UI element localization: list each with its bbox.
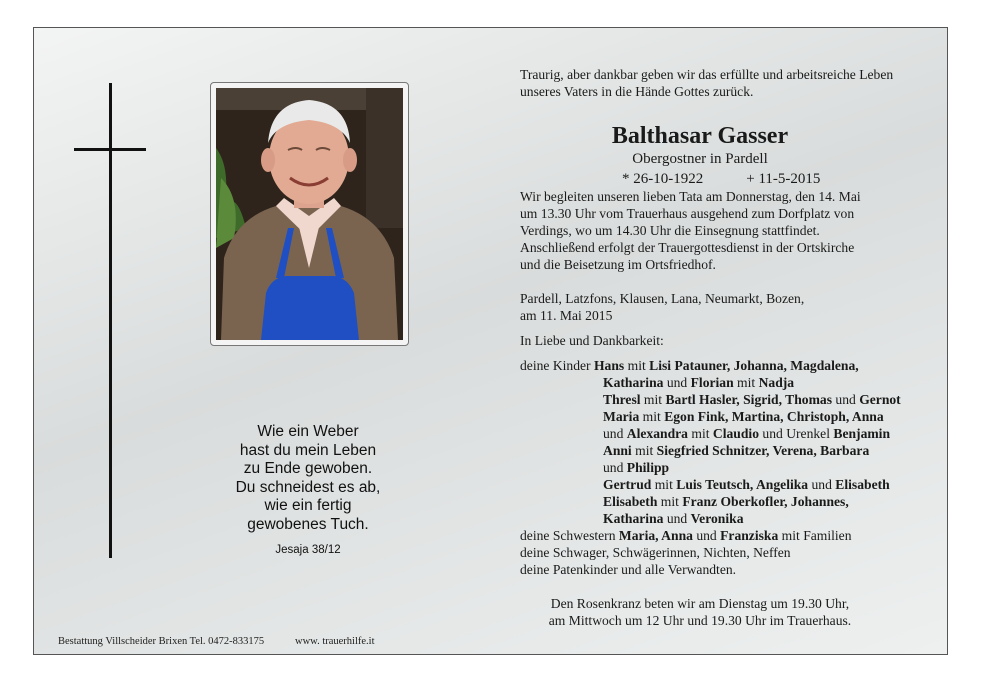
child-line: und Alexandra mit Claudio und Urenkel Benjamin — [603, 426, 891, 441]
intro-line: Traurig, aber dankbar geben wir das erfüllte und arbeitsreiche Leben — [520, 67, 894, 82]
child-line: Katharina und Florian mit Nadja — [603, 375, 795, 390]
intro-line: unseres Vaters in die Hände Gottes zurück. — [520, 84, 754, 99]
cross-icon — [109, 83, 112, 558]
rosary-info — [520, 595, 880, 629]
child-line: deine Kinder Hans mit Lisi Patauner, Johanna, Magdalena, — [520, 358, 859, 373]
gratitude-line: In Liebe und Dankbarkeit: — [520, 333, 664, 348]
funeral-line: Verdings, wo um 14.30 Uhr die Einsegnung stattfindet. — [520, 223, 820, 238]
portrait-illustration — [216, 88, 403, 340]
website-link[interactable]: www. trauerhilfe.it — [295, 636, 375, 647]
obituary-text — [520, 66, 940, 629]
funeral-line: und die Beisetzung im Ortsfriedhof. — [520, 257, 716, 272]
child-line: Elisabeth mit Franz Oberkofler, Johannes, — [603, 494, 849, 509]
child-line: Gertrud mit Luis Teutsch, Angelika und Elisabeth — [603, 477, 890, 492]
poem-line: zu Ende gewoben. — [243, 460, 373, 477]
funeral-details — [520, 188, 940, 273]
places-line: am 11. Mai 2015 — [520, 308, 613, 323]
child-line: und Philipp — [603, 460, 670, 475]
child-line: Thresl mit Bartl Hasler, Sigrid, Thomas und Gernot — [603, 392, 901, 407]
poem-line: hast du mein Leben — [239, 441, 377, 459]
funeral-line: Anschließend erfolgt der Trauergottesdienst in der Ortskirche — [520, 240, 855, 255]
intro-text — [520, 66, 940, 100]
deceased-name: Balthasar Gasser — [611, 123, 789, 149]
poem-line: Du schneidest es ab, — [235, 478, 381, 496]
relatives-line: deine Schwestern Maria, Anna und Franziska mit Familien — [520, 528, 852, 543]
poem-line: wie ein fertig — [264, 497, 352, 514]
life-dates — [520, 170, 940, 188]
places-line: Pardell, Latzfons, Klausen, Lana, Neumarkt, Bozen, — [520, 291, 805, 306]
funeral-line: Wir begleiten unseren lieben Tata am Donnerstag, den 14. Mai — [520, 189, 861, 204]
deceased-subtitle: Obergostner in Pardell — [632, 151, 768, 167]
child-line: Katharina und Veronika — [603, 511, 744, 526]
funeral-line: um 13.30 Uhr vom Trauerhaus ausgehend zum Dorfplatz von — [520, 206, 855, 221]
poem-line: gewobenes Tuch. — [247, 515, 369, 533]
relatives-list — [520, 527, 940, 578]
rosary-line: am Mittwoch um 12 Uhr und 19.30 Uhr im Trauerhaus. — [548, 613, 852, 628]
places-and-date — [520, 290, 940, 324]
relatives-line: deine Schwager, Schwägerinnen, Nichten, Neffen — [520, 545, 791, 560]
portrait-frame — [210, 82, 409, 346]
cross-icon-bar — [74, 148, 146, 151]
rosary-line: Den Rosenkranz beten wir am Dienstag um 19.30 Uhr, — [550, 596, 850, 611]
funeral-home-info: Bestattung Villscheider Brixen Tel. 0472-833175 — [58, 636, 265, 647]
child-line: Maria mit Egon Fink, Martina, Christoph, Anna — [603, 409, 884, 424]
portrait-photo — [216, 88, 403, 340]
child-line: Anni mit Siegfried Schnitzer, Verena, Barbara — [603, 443, 870, 458]
relatives-line: deine Patenkinder und alle Verwandten. — [520, 562, 737, 577]
poem — [208, 423, 408, 560]
poem-source: Jesaja 38/12 — [275, 544, 341, 556]
poem-line: Wie ein Weber — [257, 423, 359, 440]
birth-date: * 26-10-1922 — [622, 171, 704, 187]
children-list — [520, 357, 940, 527]
death-date: + 11-5-2015 — [746, 171, 821, 187]
